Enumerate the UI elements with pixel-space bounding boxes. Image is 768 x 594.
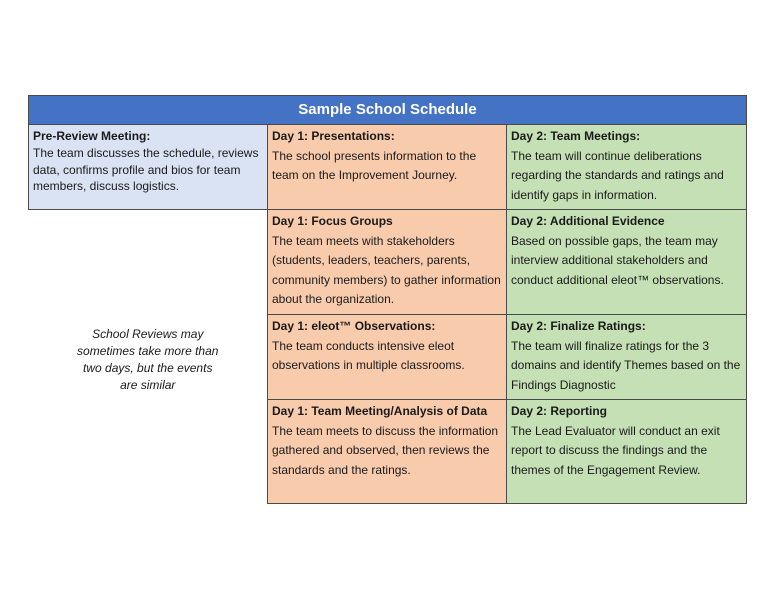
cell-heading: Day 2: Team Meetings: — [511, 129, 641, 143]
cell-heading: Day 1: Focus Groups — [272, 214, 393, 228]
day1-cell-focus-groups — [268, 210, 507, 315]
cell-heading: Day 1: eleot™ Observations: — [272, 319, 436, 333]
cell-heading: Day 2: Additional Evidence — [511, 214, 665, 228]
pre-review-heading: Pre-Review Meeting: — [33, 129, 151, 143]
pre-review-cell — [29, 125, 268, 210]
pre-review-body: The team discusses the schedule, reviews data, confirms profile and bios for team members, discuss logistics. — [33, 146, 259, 193]
cell-body: The team conducts intensive eleot observations in multiple classrooms. — [272, 338, 465, 372]
schedule-note: School Reviews may sometimes take more than two days, but the events are similar — [77, 326, 219, 392]
schedule-table — [28, 95, 747, 504]
cell-heading: Day 2: Finalize Ratings: — [511, 319, 646, 333]
day1-cell-presentations — [268, 125, 507, 210]
table-row — [29, 125, 747, 210]
day2-cell-reporting — [507, 400, 747, 504]
day2-cell-additional-evidence — [507, 210, 747, 315]
cell-heading: Day 1: Presentations: — [272, 129, 395, 143]
day2-cell-team-meetings — [507, 125, 747, 210]
table-row — [29, 210, 747, 315]
cell-body: The Lead Evaluator will conduct an exit report to discuss the findings and the themes of the Engagement Review. — [511, 423, 720, 477]
schedule-title: Sample School Schedule — [29, 96, 747, 125]
day1-cell-eleot-observations — [268, 315, 507, 400]
day2-cell-finalize-ratings — [507, 315, 747, 400]
cell-heading: Day 1: Team Meeting/Analysis of Data — [272, 404, 488, 418]
day1-cell-team-meeting-analysis — [268, 400, 507, 504]
cell-body: Based on possible gaps, the team may interview additional stakeholders and conduct additional eleot™ observations. — [511, 233, 724, 287]
cell-heading: Day 2: Reporting — [511, 404, 608, 418]
cell-body: The school presents information to the team on the Improvement Journey. — [272, 148, 477, 182]
cell-body: The team meets to discuss the information gathered and observed, then reviews the standards and the ratings. — [272, 423, 499, 477]
cell-body: The team will continue deliberations regarding the standards and ratings and identify gaps in information. — [511, 148, 724, 202]
note-cell — [29, 210, 268, 504]
title-row — [29, 96, 747, 125]
cell-body: The team meets with stakeholders (students, leaders, teachers, parents, community members) to gather information about the organization. — [272, 233, 501, 306]
cell-body: The team will finalize ratings for the 3 domains and identify Themes based on the Findings Diagnostic — [511, 338, 741, 392]
